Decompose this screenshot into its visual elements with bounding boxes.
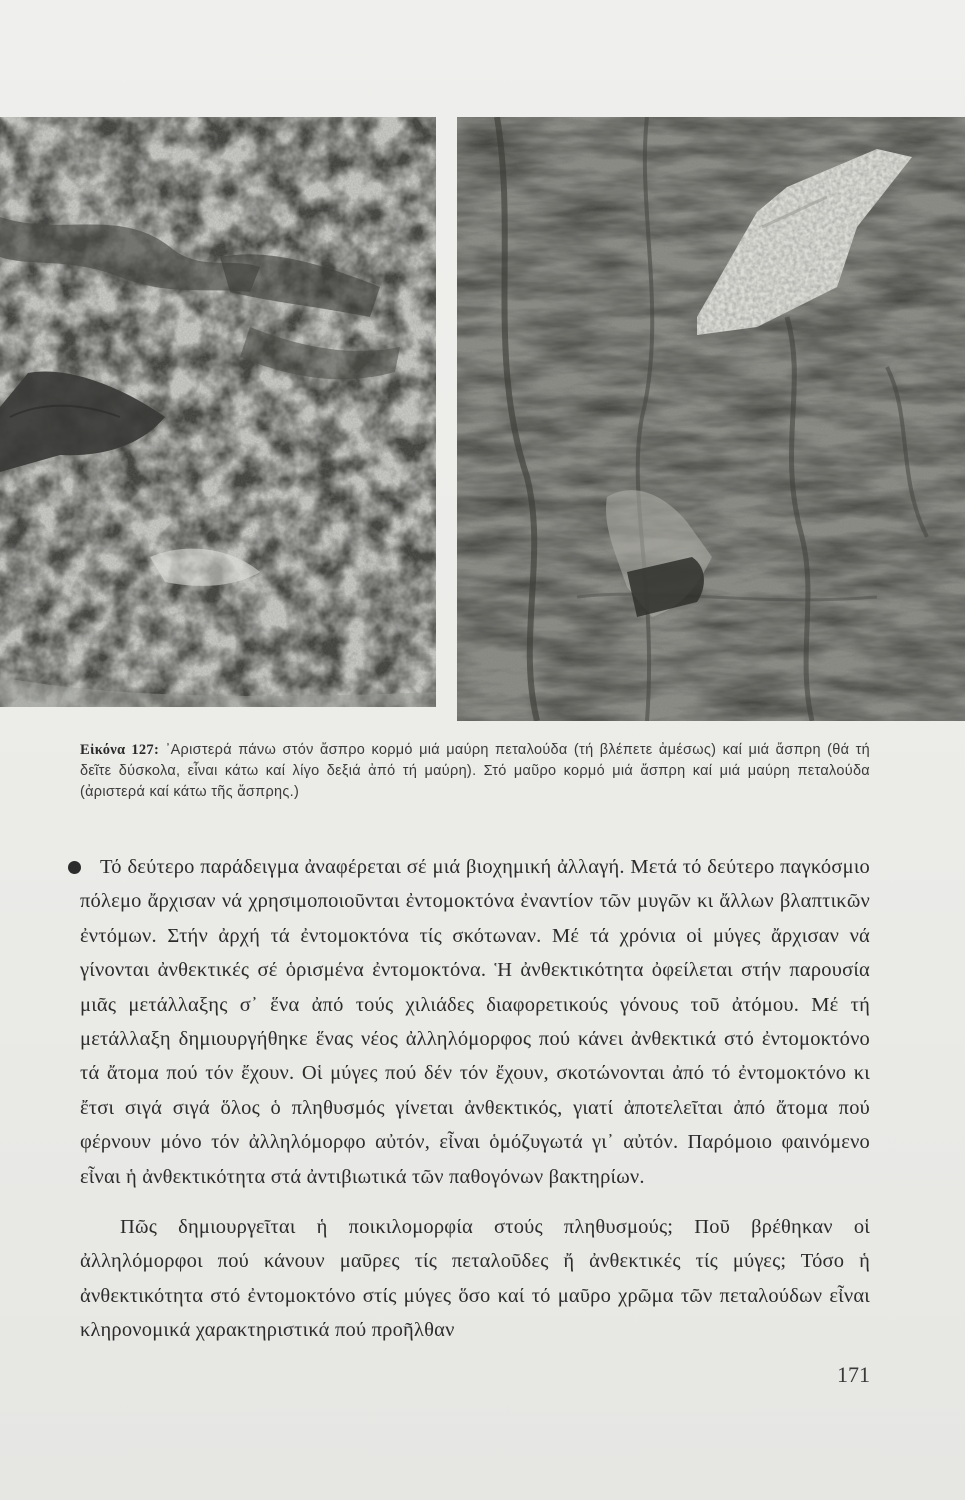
page-number: 171	[837, 1362, 870, 1387]
photo-white-bark	[0, 117, 436, 707]
caption-label: Εἰκόνα 127:	[80, 742, 160, 758]
photo-dark-bark	[457, 117, 965, 721]
figure-caption	[80, 740, 870, 803]
photo-white-bark-moths-icon	[0, 117, 436, 707]
paragraph-2: Πῶς δημιουργεῖται ἡ ποικιλομορφία στούς πληθυσμούς; Ποῦ βρέθηκαν οἱ ἀλληλόμορφοι πού κάνουν μαῦρες τίς πεταλοῦδες ἤ ἀνθεκτικές τίς μύγες; Τόσο ἡ ἀνθεκτικότητα στό ἐντομοκτόνο στίς μύγες ὅσο καί τό μαῦρο χρῶμα τῶν πεταλούδων εἶναι κληρονομικά χαρακτηριστικά πού προῆλθαν	[80, 1216, 870, 1342]
photo-dark-bark-moths-icon	[457, 117, 965, 721]
paragraph-1: Τό δεύτερο παράδειγμα ἀναφέρεται σέ μιά βιοχημική ἀλλαγή. Μετά τό δεύτερο παγκόσμιο πόλεμο ἄρχισαν νά χρησιμοποιοῦνται ἐντομοκτόνα ἐναντίον τῶν μυγῶν κι ἄλλων βλαπτικῶν ἐντόμων. Στήν ἀρχή τά ἐντομοκτόνα τίς σκότωναν. Μέ τά χρόνια οἱ μύγες ἄρχισαν νά γίνονται ἀνθεκτικές σέ ὁρισμένα ἐντομοκτόνα. Ἡ ἀνθεκτικότητα ὀφείλεται στήν παρουσία μιᾶς μετάλλαξης σ᾿ ἕνα ἀπό τούς χιλιάδες διαφορετικούς γόνους τοῦ ἀτόμου. Μέ τή μετάλλαξη δημιουργήθηκε ἕνας νέος ἀλληλόμορφος πού κάνει ἀνθεκτικά στό ἐντομοκτόνο τά ἄτομα πού τόν ἔχουν. Οἱ μύγες πού δέν τόν ἔχουν, σκοτώνονται ἀπό τό ἐντομοκτόνο κι ἔτσι σιγά σιγά ὅλος ὁ πληθυσμός γίνεται ἀνθεκτικός, γιατί ἀποτελεῖται ἀπό ἄτομα πού φέρνουν μόνο τόν ἀλληλόμορφο αὐτόν, εἶναι ὁμόζυγωτά γι᾿ αὐτόν. Παρόμοιο φαινόμενο εἶναι ἡ ἀνθεκτικότητα στά ἀντιβιωτικά τῶν παθογόνων βακτηρίων.	[80, 856, 870, 1188]
caption-text: ᾿Αριστερά πάνω στόν ἄσπρο κορμό μιά μαύρη πεταλούδα (τή βλέπετε ἀμέσως) καί μιά ἄσπρη (θά τή δεῖτε δύσκολα, εἶναι κάτω καί λίγο δεξιά ἀπό τή μαύρη). Στό μαῦρο κορμό μιά ἄσπρη καί μιά μαύρη πεταλούδα (ἀριστερά καί κάτω τῆς ἄσπρης.)	[80, 742, 871, 800]
